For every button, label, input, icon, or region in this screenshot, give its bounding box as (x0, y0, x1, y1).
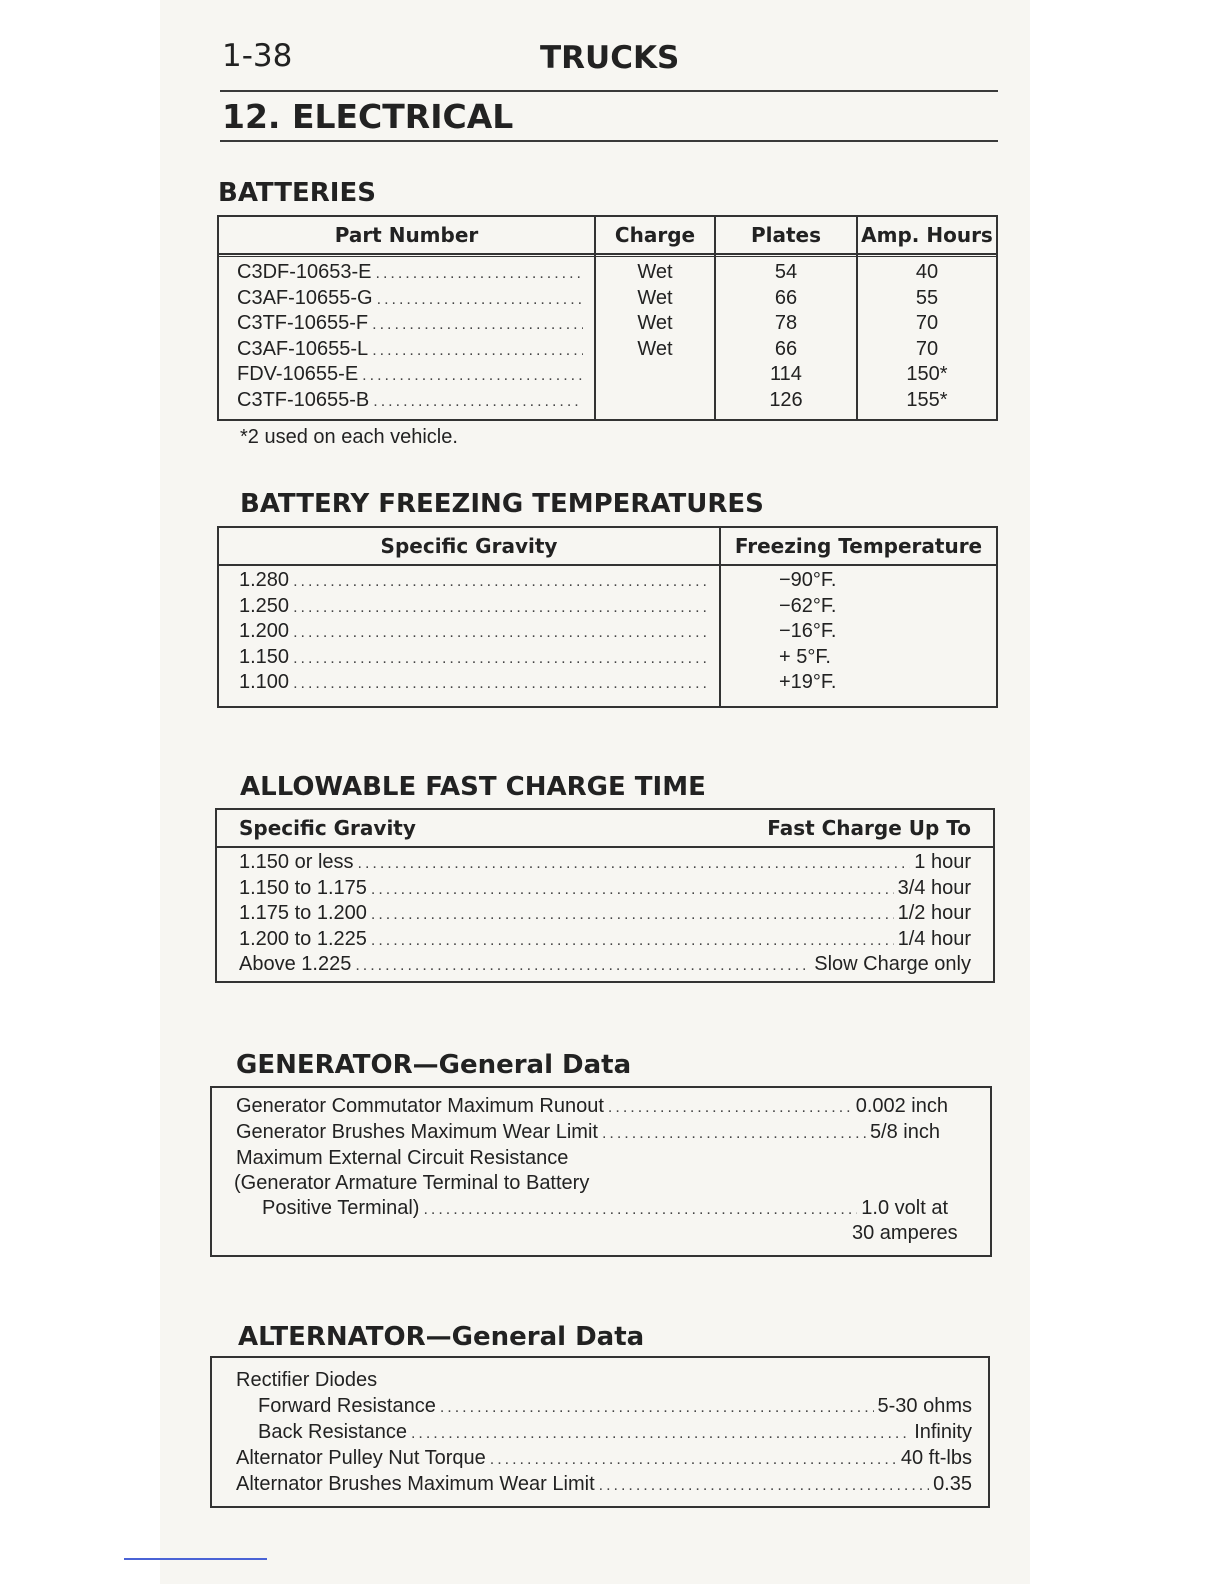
fast-charge-table (215, 808, 995, 983)
gen-brushes-value: 5/8 inch (869, 1121, 940, 1143)
battery-amp-hours: 150* (906, 363, 948, 385)
gen-resistance-value1: 1.0 volt at (861, 1197, 948, 1219)
fast-charge-gravity: 1.200 to 1.225 (239, 927, 367, 950)
freezing-temperature: + 5°F. (779, 645, 831, 668)
fast-charge-title: ALLOWABLE FAST CHARGE TIME (240, 772, 706, 802)
battery-part-number: FDV-10655-E (237, 363, 359, 385)
battery-amp-hours: 70 (915, 312, 939, 334)
gen-resistance-line3: Positive Terminal) (262, 1197, 420, 1219)
footer-underline (124, 1558, 267, 1560)
alt-forward-value: 5-30 ohms (877, 1395, 972, 1417)
batteries-footnote: *2 used on each vehicle. (240, 426, 458, 448)
freezing-row (239, 645, 714, 670)
freezing-row (239, 594, 714, 619)
gen-runout-label: Generator Commutator Maximum Runout (236, 1095, 604, 1117)
alt-pulley-value: 40 ft-lbs (900, 1447, 972, 1469)
gen-resistance-row (262, 1196, 948, 1221)
alt-diodes-label: Rectifier Diodes (236, 1369, 378, 1391)
fast-charge-row (239, 927, 971, 952)
battery-plates: 66 (774, 337, 798, 360)
fast-charge-gravity: Above 1.225 (239, 953, 352, 975)
fast-charge-time: Slow Charge only (814, 953, 971, 975)
freezing-gravity: 1.200 (239, 620, 290, 642)
col-fc-upto: Fast Charge Up To (767, 816, 971, 840)
alt-brushes-row (236, 1472, 972, 1497)
battery-plates: 78 (774, 312, 798, 334)
header-rule-bottom (220, 140, 998, 142)
freezing-table (217, 526, 998, 708)
battery-row (237, 337, 587, 362)
alt-back-row (258, 1420, 972, 1445)
running-title: TRUCKS (540, 40, 680, 76)
fast-charge-time: 1/2 hour (897, 902, 971, 924)
col-specific-gravity: Specific Gravity (380, 534, 558, 558)
battery-part-number: C3AF-10655-G (237, 286, 373, 309)
freezing-temperature: +19°F. (779, 671, 837, 693)
freezing-gravity: 1.150 (239, 645, 290, 668)
freezing-row (239, 619, 714, 644)
alt-back-label: Back Resistance (258, 1421, 407, 1443)
alt-brushes-label: Alternator Brushes Maximum Wear Limit (236, 1473, 595, 1495)
battery-row (237, 286, 587, 311)
battery-plates: 126 (769, 388, 803, 411)
battery-amp-hours: 155* (906, 388, 948, 411)
alt-brushes-value: 0.35 (933, 1473, 972, 1495)
page-number: 1-38 (222, 38, 293, 74)
fast-charge-time: 3/4 hour (897, 876, 971, 899)
battery-charge: Wet (637, 286, 673, 309)
fast-charge-row (239, 952, 971, 977)
battery-charge: Wet (637, 337, 673, 360)
battery-part-number: C3TF-10655-F (237, 312, 369, 334)
gen-brushes-row (236, 1120, 948, 1145)
battery-charge: Wet (637, 261, 673, 283)
battery-charge (596, 362, 714, 387)
battery-row (237, 260, 587, 285)
battery-amp-hours: 55 (915, 286, 939, 309)
fast-charge-row (239, 876, 971, 901)
battery-part-number: C3TF-10655-B (237, 388, 370, 411)
freezing-temperature: −16°F. (779, 620, 837, 642)
battery-amp-hours: 40 (915, 261, 939, 283)
fast-charge-time: 1 hour (914, 851, 971, 873)
batteries-table (217, 215, 998, 421)
generator-title: GENERATOR—General Data (236, 1050, 632, 1080)
freezing-gravity: 1.280 (239, 569, 290, 591)
alt-forward-label: Forward Resistance (258, 1395, 436, 1417)
freezing-gravity: 1.250 (239, 594, 290, 617)
col-part-number: Part Number (334, 223, 479, 247)
fast-charge-gravity: 1.150 to 1.175 (239, 876, 367, 899)
fast-charge-gravity: 1.150 or less (239, 851, 354, 873)
battery-row (237, 362, 587, 387)
alt-pulley-row (236, 1446, 972, 1471)
alternator-box (210, 1356, 990, 1508)
gen-resistance-value2: 30 amperes (852, 1222, 958, 1244)
alt-forward-row (258, 1394, 972, 1419)
alt-pulley-label: Alternator Pulley Nut Torque (236, 1447, 486, 1469)
gen-runout-row (236, 1094, 948, 1119)
battery-part-number: C3DF-10653-E (237, 261, 372, 283)
header-rule-top (220, 90, 998, 92)
col-freezing-temperature: Freezing Temperature (734, 534, 983, 558)
gen-resistance-line1: Maximum External Circuit Resistance (236, 1147, 569, 1169)
col-plates: Plates (750, 223, 822, 247)
battery-part-number: C3AF-10655-L (237, 337, 369, 360)
gen-runout-value: 0.002 inch (855, 1095, 948, 1117)
freezing-row (239, 568, 714, 593)
freezing-temperature: −62°F. (779, 594, 837, 617)
fast-charge-row (239, 850, 971, 875)
col-amp-hours: Amp. Hours (861, 223, 993, 247)
alt-back-value: Infinity (914, 1421, 972, 1443)
battery-charge (596, 388, 714, 413)
freezing-title: BATTERY FREEZING TEMPERATURES (240, 489, 764, 519)
batteries-title: BATTERIES (218, 178, 376, 208)
fast-charge-row (239, 901, 971, 926)
fast-charge-time: 1/4 hour (897, 927, 971, 950)
battery-amp-hours: 70 (915, 337, 939, 360)
battery-charge: Wet (637, 312, 673, 334)
section-title: 12. ELECTRICAL (222, 97, 514, 136)
battery-row (237, 388, 587, 413)
battery-plates: 54 (774, 261, 798, 283)
freezing-temperature: −90°F. (779, 569, 837, 591)
battery-plates: 66 (774, 286, 798, 309)
freezing-gravity: 1.100 (239, 671, 290, 693)
alternator-title: ALTERNATOR—General Data (238, 1322, 645, 1352)
battery-plates: 114 (770, 363, 802, 385)
battery-row (237, 311, 587, 336)
fast-charge-gravity: 1.175 to 1.200 (239, 902, 367, 924)
col-charge: Charge (614, 223, 696, 247)
col-fc-gravity: Specific Gravity (239, 816, 416, 840)
freezing-row (239, 670, 714, 695)
gen-brushes-label: Generator Brushes Maximum Wear Limit (236, 1121, 598, 1143)
generator-box (210, 1086, 992, 1257)
gen-resistance-line2: (Generator Armature Terminal to Battery (234, 1172, 590, 1194)
